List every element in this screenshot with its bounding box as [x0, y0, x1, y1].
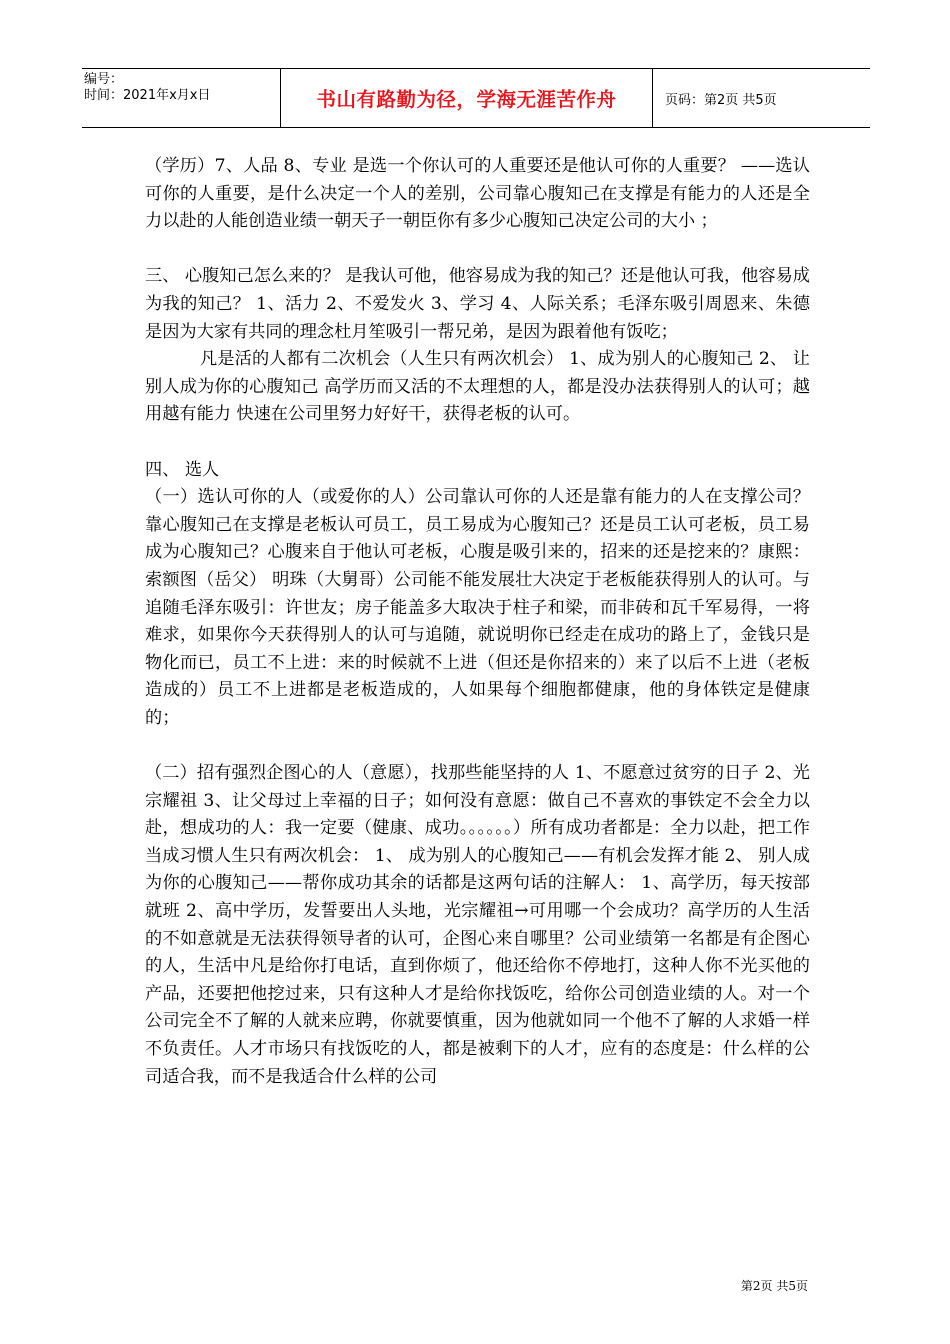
paragraph: （学历）7、人品 8、专业 是选一个你认可的人重要还是他认可你的人重要？ ——选认可你的人重要，是什么决定一个人的差别，公司靠心腹知己在支撑是有能力的人还是全力以赴的人能创造业绩一朝天子一朝臣你有多少心腹知己决定公司的大小 ； — [145, 156, 810, 232]
paragraph: 凡是活的人都有二次机会（人生只有两次机会） 1、成为别人的心腹知己 2、 让别人成为你的心腹知己 高学历而又活的不太理想的人，都是没办法获得别人的认可；越用越有能力 快速在公司里努力好好干，获得老板的认可。 — [145, 349, 810, 425]
page-footer: 第2页 共5页 — [740, 1279, 808, 1293]
section-four-heading: 四、 选人 — [145, 459, 220, 480]
section-three-paragraph: 三、 心腹知己怎么来的？ 是我认可他，他容易成为我的知己？还是他认可我，他容易成为我的知己？ 1、活力 2、不爱发火 3、学习 4、人际关系；毛泽东吸引周恩来、朱德是因为大家有共同的理念杜月笙吸引一帮兄弟，是因为跟着他有饭吃； — [145, 266, 810, 342]
header-motto-cell — [280, 69, 653, 127]
header-page-number: 页码：第2页 共5页 — [665, 92, 777, 108]
header-motto: 书山有路勤为径，学海无涯苦作舟 — [316, 88, 617, 111]
document-time-label: 时间：2021年x月x日 — [84, 88, 211, 103]
page-header — [82, 68, 870, 128]
header-meta — [82, 69, 280, 127]
subsection-one-paragraph: （一）选认可你的人（或爱你的人）公司靠认可你的人还是靠有能力的人在支撑公司？靠心腹知己在支撑是老板认可员工，员工易成为心腹知己？还是员工认可老板，员工易成为心腹知己？心腹来自于他认可老板，心腹是吸引来的，招来的还是挖来的？康熙：索额图（岳父） 明珠（大舅哥）公司能不能发展壮大决定于老板能获得别人的认可。与追随毛泽东吸引：许世友；房子能盖多大取决于柱子和梁，而非砖和瓦千军易得，一将难求，如果你今天获得别人的认可与追随，就说明你已经走在成功的路上了，金钱只是物化而已，员工不上进：来的时候就不上进（但还是你招来的）来了以后不上进（老板造成的）员工不上进都是老板造成的，人如果每个细胞都健康，他的身体铁定是健康的； — [145, 487, 810, 728]
subsection-two-paragraph: （二）招有强烈企图心的人（意愿），找那些能坚持的人 1、不愿意过贫穷的日子 2、光宗耀祖 3、让父母过上幸福的日子；如何没有意愿：做自己不喜欢的事铁定不会全力以赴，想成功的人：我一定要（健康、成功。。。。。。）所有成功者都是：全力以赴，把工作当成习惯人生只有两次机会： 1、 成为别人的心腹知己——有机会发挥才能 2、 别人成为你的心腹知己——帮你成功其余的话都是这两句话的注解人： 1、高学历，每天按部就班 2、高中学历，发誓要出人头地，光宗耀祖→可用哪一个会成功？高学历的人生活的不如意就是无法获得领导者的认可，企图心来自哪里？公司业绩第一名都是有企图心的人，生活中凡是给你打电话，直到你烦了，他还给你不停地打，这种人你不光买他的产品，还要把他挖过来，只有这种人才是给你找饭吃，给你公司创造业绩的人。对一个公司完全不了解的人就来应聘，你就要慎重，因为他就如同一个他不了解的人求婚一样不负责任。人才市场只有找饭吃的人，都是被剩下的人才，应有的态度是：什么样的公司适合我，而不是我适合什么样的公司 — [145, 763, 810, 1087]
document-number-label: 编号： — [84, 72, 124, 87]
document-body — [145, 153, 810, 1091]
